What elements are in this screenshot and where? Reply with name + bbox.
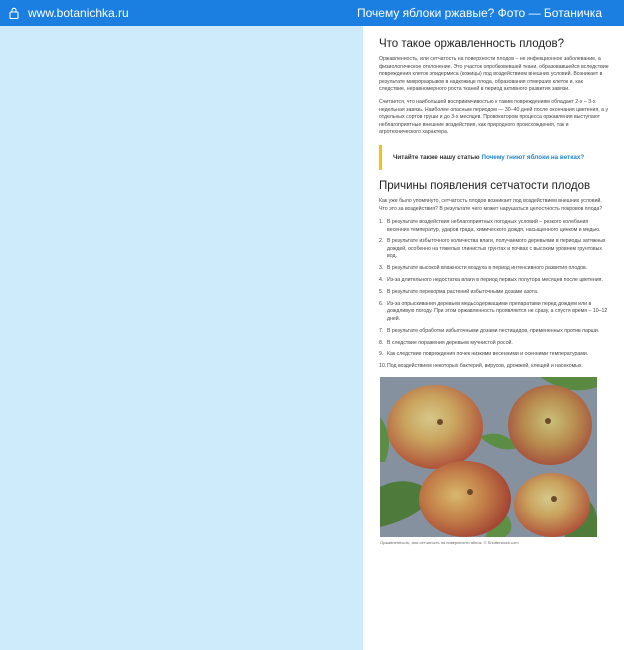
lock-icon	[3, 0, 25, 26]
list-item: 1. В результате воздействия неблагоприятных погодных условий – резкого колебания весенних температур, ударов града, химического дождя, насыщенного цинком и медью.	[379, 219, 601, 233]
list-item: 5. В результате перекорма растений избыточными дозами азота.	[379, 288, 539, 295]
paragraph-susceptibility: Считается, что наибольшей восприимчивостью к таким повреждениям обладает 2-х – 3-х недельная завязь. Наиболее опасным периодом — 30–40 дней после окончания цветения, а у отдельных сортов груши и до 3-х месяцев. Провокатором процесса оржавления выступают неблагоприятные внешние воздействия, как природного происхождения, так и агротехнического характера.	[379, 98, 609, 136]
list-item: 8. В следствие поражения деревьев мучнистой росой.	[379, 339, 513, 346]
list-item: 7. В результате обработки избыточными дозами пестицидов, примененных против парши.	[379, 327, 600, 334]
list-item: 3. В результате высокой влажности воздуха в период интенсивного развития плодов.	[379, 265, 588, 272]
related-article-callout	[379, 145, 610, 170]
empty-left-pane	[0, 26, 363, 650]
url-text[interactable]: www.botanichka.ru	[28, 6, 129, 20]
list-item: 6. Из-за опрыскивания деревьев медьсодержащими препаратами перед дождем или в дождливую погоду. При этом оржавленность проявляется не сразу, а спустя время – 10–12 дней.	[379, 300, 608, 322]
paragraph-definition: Оржавленность, или сетчатость на поверхности плодов – не инфекционное заболевание, а физиологическое отклонение. Это участок опробковевшей ткани, образовавшейся вследствие повреждения клеток эпидермиса (кожицы) под воздействием внешних условий. Возникает в результате микроразрывов в надкожице плода, образования отмерших клеток и, как следствие, неравномерного роста тканей в период активного развития завязи.	[379, 56, 609, 93]
photo-caption: Оржавленность, или сетчатость на поверхности яблок. © Shutterstock.com	[380, 539, 519, 545]
causes-list	[379, 219, 610, 371]
related-article-link[interactable]: Почему гниют яблоки на ветках?	[481, 153, 585, 161]
paragraph-causes-intro: Как уже было упомянуто, сетчатость плодов возникает под воздействием внешних условий. Что это за воздействия? В результате чего может нарушаться целостность покровов плода?	[379, 197, 603, 212]
browser-topbar	[0, 0, 624, 26]
list-item: 4. Из-за длительного недостатка влаги в период первых полутора месяцев после цветения.	[379, 277, 603, 284]
page-title: Почему яблоки ржавые? Фото — Ботаничка	[357, 6, 602, 20]
section-heading-rust: Что такое оржавленность плодов?	[379, 38, 565, 50]
list-item: 10. Под воздействием некоторых бактерий, вирусов, дрожжей, клещей и насекомых.	[379, 363, 583, 370]
apples-photo	[380, 377, 597, 537]
article-column	[363, 26, 624, 650]
callout-prefix: Читайте также нашу статью	[393, 153, 480, 161]
list-item: 2. В результате избыточного количества влаги, получаемого деревьями в периоды затяжных дождей, особенно на тяжелых глинистых грунтах и почвах с высоким уровнем грунтовых вод.	[379, 238, 606, 260]
section-heading-causes: Причины появления сетчатости плодов	[379, 179, 591, 192]
list-item: 9. Как следствие повреждения почек низкими весенними и осенними температурами.	[379, 351, 589, 358]
